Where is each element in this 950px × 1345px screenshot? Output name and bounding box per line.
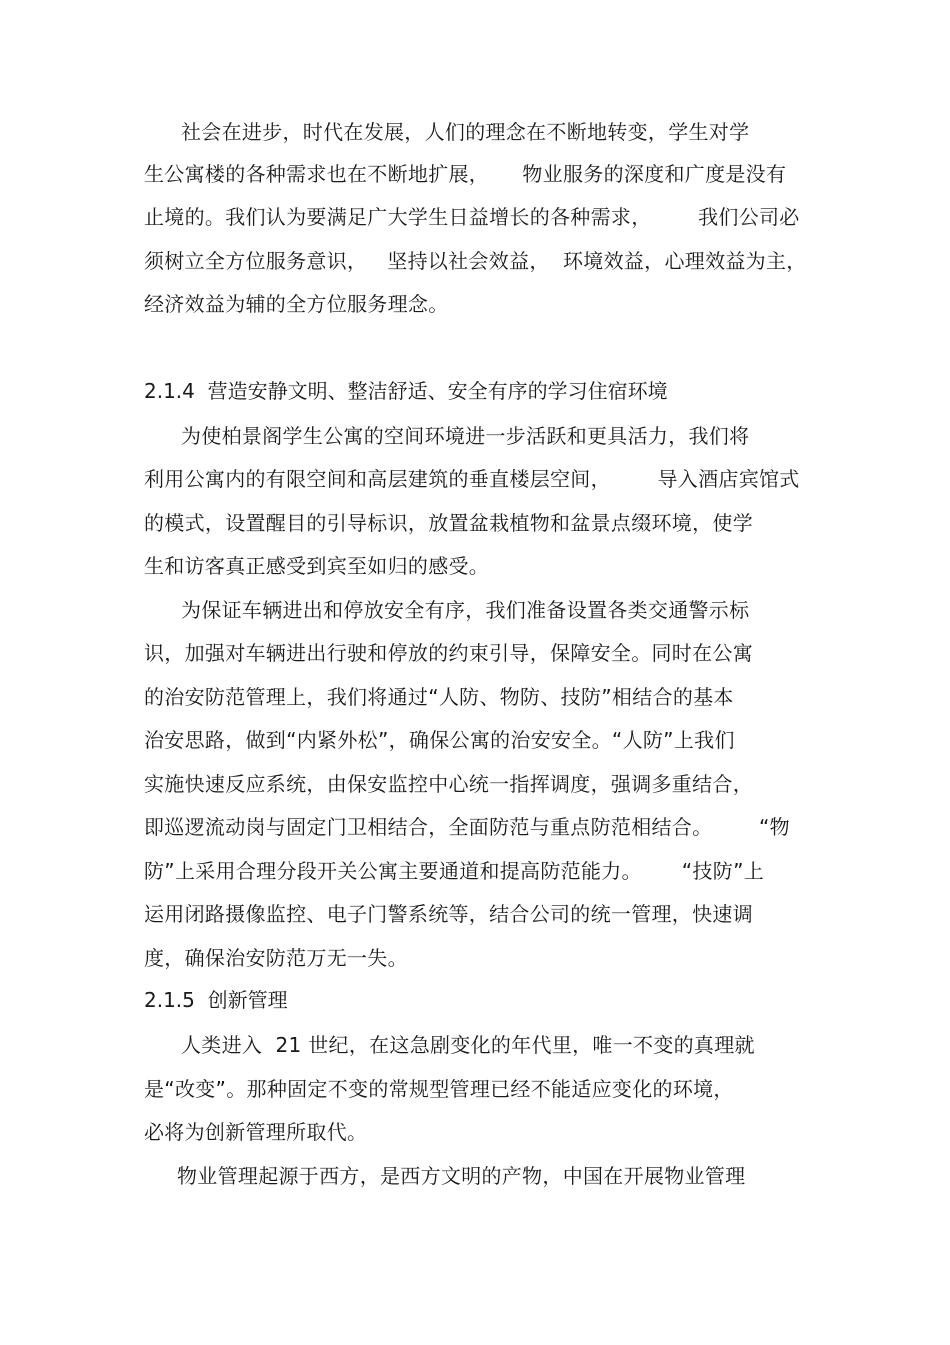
paragraph-line: 实施快速反应系统，由保安监控中心统一指挥调度，强调多重结合，: [144, 772, 753, 796]
paragraph-line: 度，确保治安防范万无一失。: [144, 946, 408, 970]
paragraph-line: 即巡逻流动岗与固定门卫相结合，全面防范与重点防范相结合。 “物: [144, 815, 790, 839]
paragraph-line: 的治安防范管理上，我们将通过“人防、物防、技防”相结合的基本: [144, 685, 734, 709]
paragraph-line: 社会在进步，时代在发展，人们的理念在不断地转变，学生对学: [181, 120, 750, 144]
paragraph-line: 识，加强对车辆进出行驶和停放的约束引导，保障安全。同时在公寓: [144, 641, 753, 665]
paragraph-line: 物业管理起源于西方，是西方文明的产物，中国在开展物业管理: [177, 1164, 746, 1188]
paragraph-line: 生和访客真正感受到宾至如归的感受。: [144, 554, 490, 578]
paragraph-line: 的模式，设置醒目的引导标识，放置盆栽植物和盆景点缀环境，使学: [144, 511, 753, 535]
section-heading-2-1-4: 2.1.4 营造安静文明、整洁舒适、安全有序的学习住宿环境: [144, 379, 668, 403]
section-heading-2-1-5: 2.1.5 创新管理: [144, 988, 288, 1012]
paragraph-line: 生公寓楼的各种需求也在不断地扩展， 物业服务的深度和广度是没有: [144, 162, 787, 186]
paragraph-line: 止境的。我们认为要满足广大学生日益增长的各种需求， 我们公司必: [144, 205, 800, 229]
paragraph-line: 防”上采用合理分段开关公寓主要通道和提高防范能力。 “技防”上: [144, 859, 765, 883]
paragraph-line: 治安思路，做到“内紧外松”，确保公寓的治安安全。“人防”上我们: [144, 728, 735, 752]
paragraph-line: 为使柏景阁学生公寓的空间环境进一步活跃和更具活力，我们将: [181, 424, 750, 448]
paragraph-line: 利用公寓内的有限空间和高层建筑的垂直楼层空间， 导入酒店宾馆式: [144, 467, 800, 491]
paragraph-line: 经济效益为辅的全方位服务理念。: [144, 292, 449, 316]
paragraph-line: 为保证车辆进出和停放安全有序，我们准备设置各类交通警示标: [181, 598, 750, 622]
paragraph-line: 是“改变”。那种固定不变的常规型管理已经不能适应变化的环境，: [144, 1077, 734, 1101]
paragraph-line: 必将为创新管理所取代。: [144, 1120, 368, 1144]
paragraph-line: 人类进入 21 世纪，在这急剧变化的年代里，唯一不变的真理就: [181, 1033, 755, 1057]
paragraph-line: 须树立全方位服务意识， 坚持以社会效益， 环境效益，心理效益为主，: [144, 249, 807, 273]
paragraph-line: 运用闭路摄像监控、电子门警系统等，结合公司的统一管理，快速调: [144, 902, 753, 926]
